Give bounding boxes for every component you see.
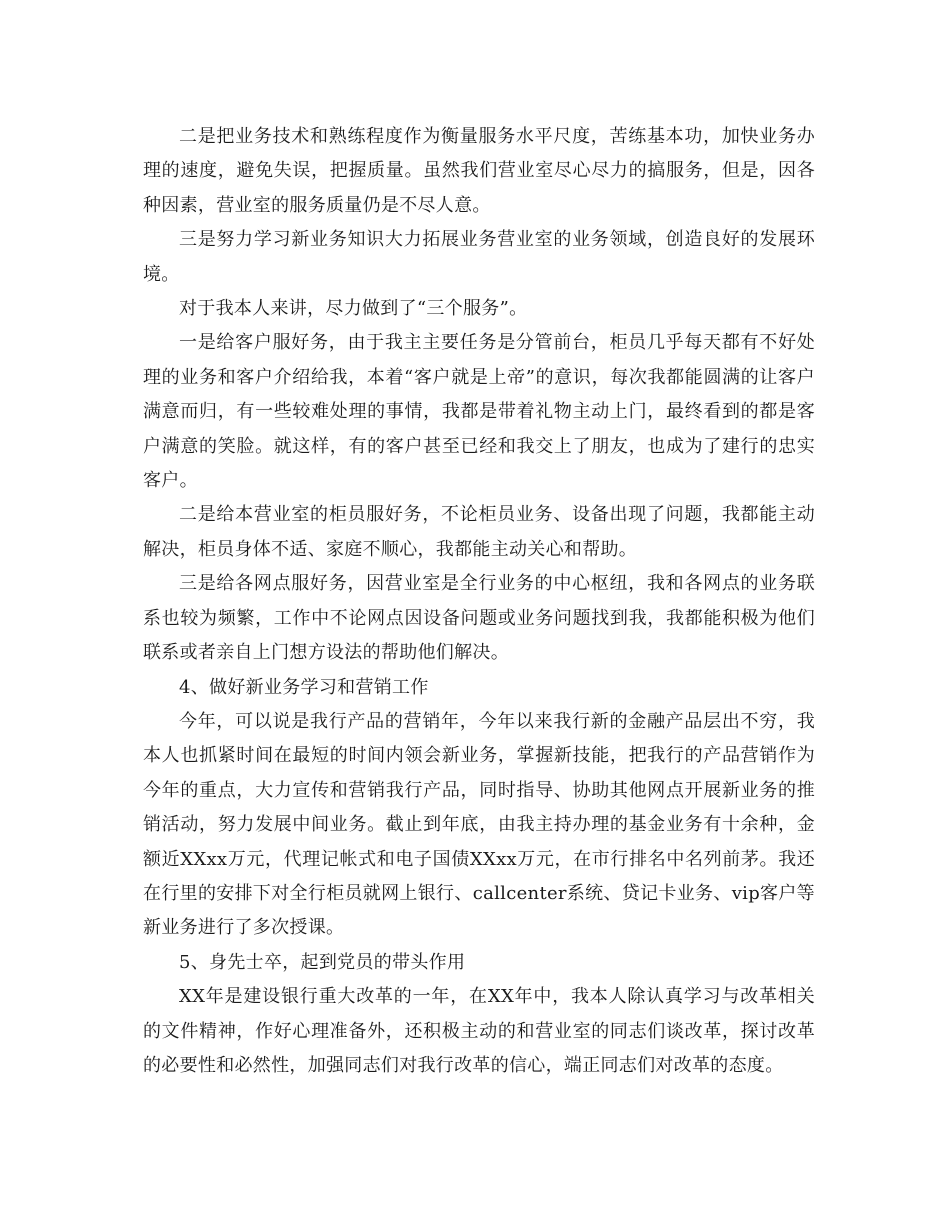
paragraph-new-business-study: 三是努力学习新业务知识大力拓展业务营业室的业务领域，创造良好的发展环境。 [143, 229, 815, 285]
section-heading-5: 5、身先士卒，起到党员的带头作用 [179, 951, 466, 973]
paragraph-marketing-work: 今年，可以说是我行产品的营销年，今年以来我行新的金融产品层出不穷，我本人也抓紧时间在最短的时间内领会新业务，掌握新技能，把我行的产品营销作为今年的重点，大力宣传和营销我行产品，同时指导、协助其他网点开展新业务的推销活动，努力发展中间业务。截止到年底，由我主持办理的基金业务有十余种，金额近XXxx万元，代理记帐式和电子国债XXxx万元，在市行排名中名列前茅。我还在行里的安排下对全行柜员就网上银行、callcenter系统、贷记卡业务、vip客户等新业务进行了多次授课。 [143, 710, 815, 939]
paragraph-serve-customers: 一是给客户服好务，由于我主主要任务是分管前台，柜员几乎每天都有不好处理的业务和客户介绍给我，本着“客户就是上帝”的意识，每次我都能圆满的让客户满意而归，有一些较难处理的事情，我都是带着礼物主动上门，最终看到的都是客户满意的笑脸。就这样，有的客户甚至已经和我交上了朋友，也成为了建行的忠实客户。 [143, 332, 815, 492]
paragraph-reform-leadership: XX年是建设银行重大改革的一年，在XX年中，我本人除认真学习与改革相关的文件精神，作好心理准备外，还积极主动的和营业室的同志们谈改革，探讨改革的必要性和必然性，加强同志们对我行改革的信心，端正同志们对改革的态度。 [143, 986, 815, 1076]
paragraph-serve-tellers: 二是给本营业室的柜员服好务，不论柜员业务、设备出现了问题，我都能主动解决，柜员身体不适、家庭不顺心，我都能主动关心和帮助。 [143, 504, 815, 560]
paragraph-serve-branches: 三是给各网点服好务，因营业室是全行业务的中心枢纽，我和各网点的业务联系也较为频繁，工作中不论网点因设备问题或业务问题找到我，我都能积极为他们联系或者亲自上门想方设法的帮助他们解决。 [143, 573, 815, 664]
paragraph-three-services-intro: 对于我本人来讲，尽力做到了“三个服务”。 [179, 298, 528, 320]
document-body [143, 120, 815, 1083]
paragraph-service-skill: 二是把业务技术和熟练程度作为衡量服务水平尺度，苦练基本功，加快业务办理的速度，避免失误，把握质量。虽然我们营业室尽心尽力的搞服务，但是，因各种因素，营业室的服务质量仍是不尽人意。 [143, 126, 815, 216]
section-heading-4: 4、做好新业务学习和营销工作 [179, 676, 429, 698]
